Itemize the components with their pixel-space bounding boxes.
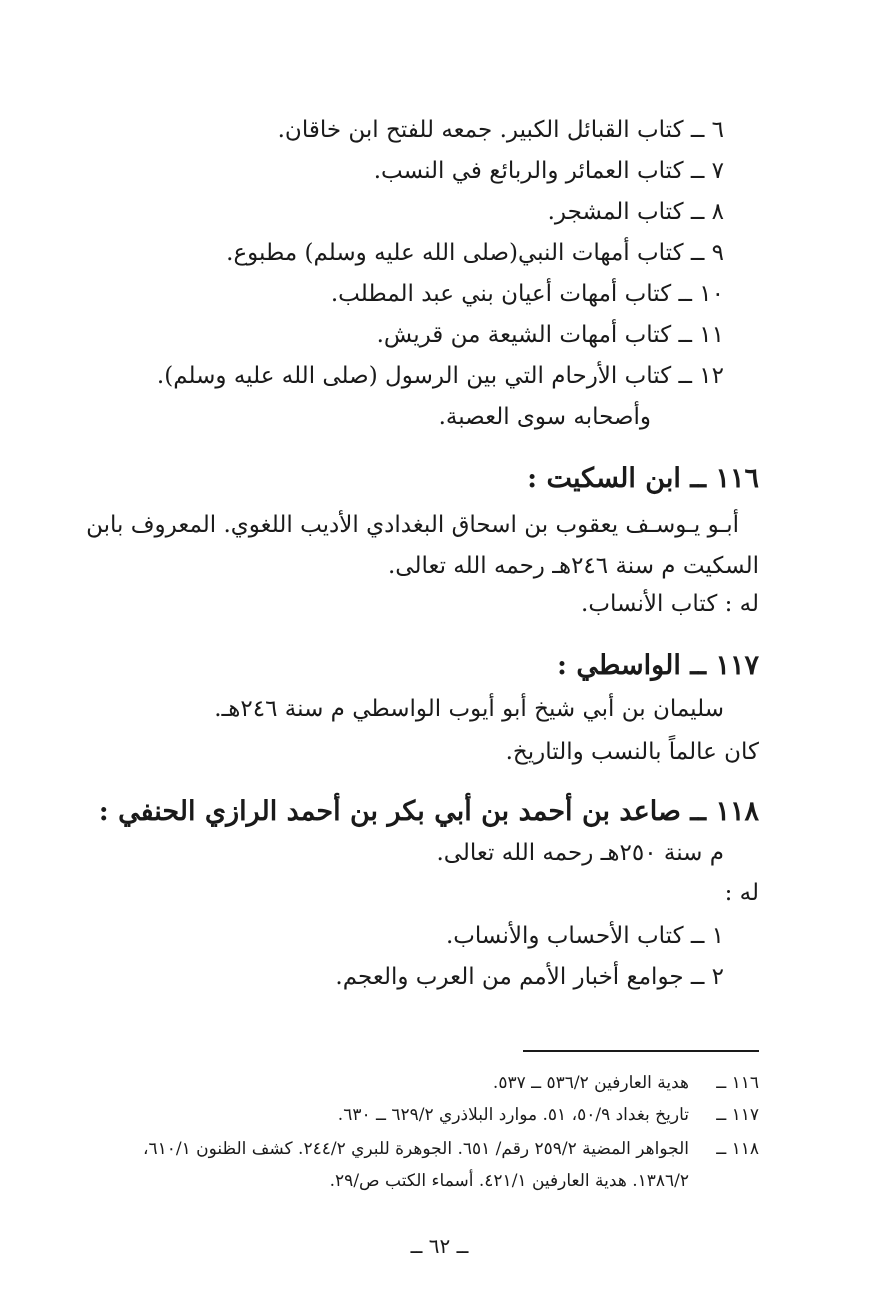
list-item: ١ ــ كتاب الأحساب والأنساب. bbox=[445, 923, 724, 949]
footnote-continuation: ١٣٨٦/٢. هدية العارفين ٤٢١/١. أسماء الكتب ص/٢٩. bbox=[329, 1171, 689, 1191]
list-item-continuation: وأصحابه سوى العصبة. bbox=[438, 404, 651, 430]
entry-text: له : كتاب الأنساب. bbox=[581, 591, 759, 617]
entry-text: له : bbox=[724, 880, 759, 906]
list-item: ١٠ ــ كتاب أمهات أعيان بني عبد المطلب. bbox=[330, 281, 724, 307]
footnote-number: ١١٨ ــ bbox=[716, 1139, 759, 1159]
footnote-text: هدية العارفين ٥٣٦/٢ ــ ٥٣٧. bbox=[492, 1073, 689, 1093]
entry-text: م سنة ٢٥٠هـ رحمه الله تعالى. bbox=[436, 840, 724, 866]
entry-heading-118: ١١٨ ــ صاعد بن أحمد بن أبي بكر بن أحمد الرازي الحنفي : bbox=[98, 796, 759, 827]
footnote-text: تاريخ بغداد ٥٠/٩، ٥١. موارد البلاذري ٦٢٩/٢ ــ ٦٣٠. bbox=[337, 1105, 689, 1125]
entry-text: السكيت م سنة ٢٤٦هـ رحمه الله تعالى. bbox=[387, 553, 759, 579]
footnote bbox=[143, 1137, 759, 1161]
footnote bbox=[493, 1071, 759, 1095]
entry-text: سليمان بن أبي شيخ أبو أيوب الواسطي م سنة ٢٤٦هـ. bbox=[214, 696, 724, 722]
entry-heading-117: ١١٧ ــ الواسطي : bbox=[557, 650, 759, 681]
footnote-divider bbox=[523, 1050, 759, 1052]
list-item: ٦ ــ كتاب القبائل الكبير. جمعه للفتح ابن خاقان. bbox=[277, 117, 724, 143]
footnote-number: ١١٧ ــ bbox=[716, 1105, 759, 1125]
entry-text: أبـو يـوسـف يعقوب بن اسحاق البغدادي الأديب اللغوي. المعروف بابن bbox=[86, 512, 739, 538]
entry-text: كان عالماً بالنسب والتاريخ. bbox=[505, 739, 759, 765]
footnote-text: الجواهر المضية ٢٥٩/٢ رقم/ ٦٥١. الجوهرة للبري ٢٤٤/٢. كشف الظنون ٦١٠/١، bbox=[142, 1139, 689, 1159]
list-item: ١١ ــ كتاب أمهات الشيعة من قريش. bbox=[376, 322, 724, 348]
list-item: ٩ ــ كتاب أمهات النبي(صلى الله عليه وسلم) مطبوع. bbox=[226, 240, 724, 266]
list-item: ١٢ ــ كتاب الأرحام التي بين الرسول (صلى الله عليه وسلم). bbox=[156, 363, 724, 389]
list-item: ٢ ــ جوامع أخبار الأمم من العرب والعجم. bbox=[335, 964, 724, 990]
footnote-number: ١١٦ ــ bbox=[716, 1073, 759, 1093]
list-item: ٨ ــ كتاب المشجر. bbox=[547, 199, 724, 225]
footnote bbox=[338, 1103, 759, 1127]
entry-heading-116: ١١٦ ــ ابن السكيت : bbox=[527, 463, 759, 494]
page-number: ــ ٦٢ ــ bbox=[410, 1234, 469, 1258]
list-item: ٧ ــ كتاب العمائر والربائع في النسب. bbox=[373, 158, 724, 184]
